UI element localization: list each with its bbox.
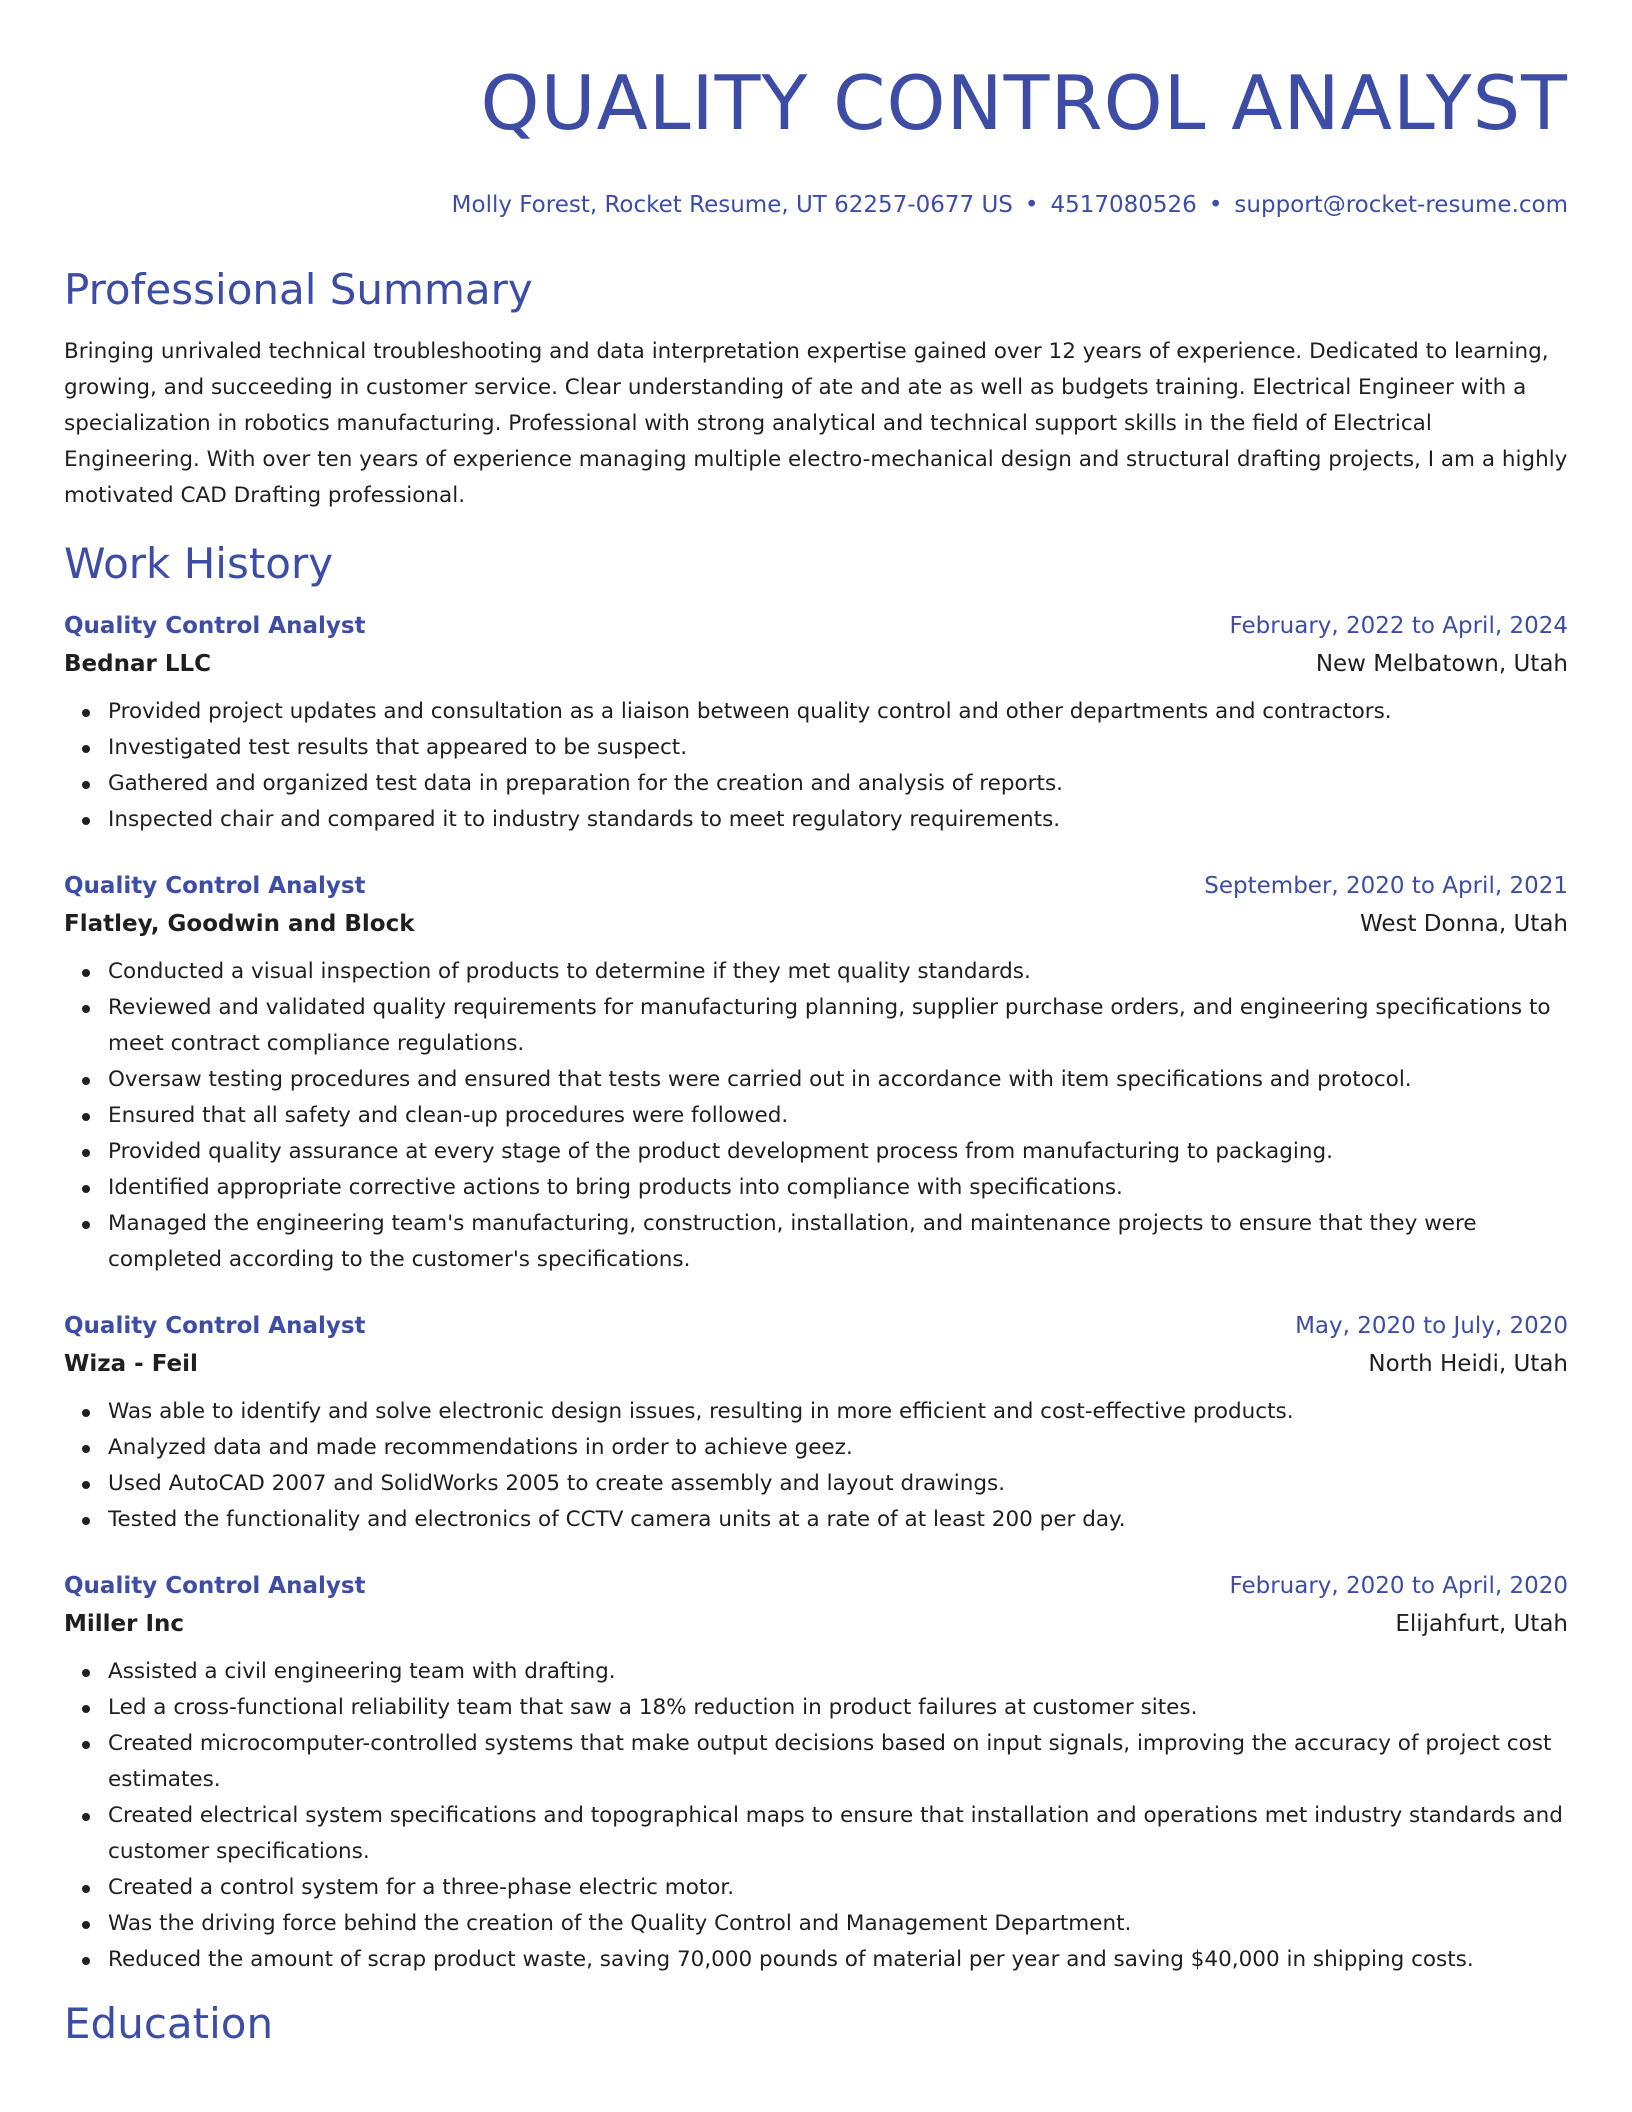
job-bullet: Reduced the amount of scrap product waste, saving 70,000 pounds of material per year and saving $40,000 in shipping costs. (108, 1942, 1568, 1978)
job-bullets (64, 954, 1568, 1278)
job-bullet: Was able to identify and solve electronic design issues, resulting in more efficient and cost-effective products. (108, 1394, 1568, 1430)
job-dates: September, 2020 to April, 2021 (1204, 873, 1568, 899)
job-bullets (64, 694, 1568, 838)
job-bullets (64, 1394, 1568, 1538)
summary-text: Bringing unrivaled technical troubleshooting and data interpretation expertise gained over 12 years of experience. Dedicated to learning, growing, and succeeding in customer service. Clear understanding of ate and ate as well as budgets training. Electrical Engineer with a specialization in robotics manufacturing. Professional with strong analytical and technical support skills in the field of Electrical Engineering. With over ten years of experience managing multiple electro-mechanical design and structural drafting projects, I am a highly motivated CAD Drafting professional. (64, 339, 1568, 508)
job-dates: May, 2020 to July, 2020 (1295, 1313, 1568, 1339)
contact-email[interactable]: support@rocket-resume.com (1234, 192, 1568, 218)
job-bullet: Assisted a civil engineering team with drafting. (108, 1654, 1568, 1690)
summary-heading: Professional Summary (64, 265, 533, 314)
contact-address: Molly Forest, Rocket Resume, UT 62257-0677 US (451, 192, 1013, 218)
job-bullet: Provided project updates and consultation as a liaison between quality control and other departments and contractors. (108, 694, 1568, 730)
job-entry (64, 1308, 1568, 1538)
job-bullet: Reviewed and validated quality requirements for manufacturing planning, supplier purchase orders, and engineering specifications to meet contract compliance regulations. (108, 990, 1568, 1062)
resume-title: QUALITY CONTROL ANALYST (480, 59, 1568, 147)
job-bullet: Created electrical system specifications and topographical maps to ensure that installation and operations met industry standards and customer specifications. (108, 1798, 1568, 1870)
job-company: Wiza - Feil (64, 1351, 198, 1377)
job-bullet: Created a control system for a three-phase electric motor. (108, 1870, 1568, 1906)
job-company: Flatley, Goodwin and Block (64, 911, 415, 937)
job-bullet: Identified appropriate corrective actions to bring products into compliance with specifications. (108, 1170, 1568, 1206)
education-heading: Education (64, 1999, 274, 2048)
job-bullet: Inspected chair and compared it to industry standards to meet regulatory requirements. (108, 802, 1568, 838)
job-bullet: Led a cross-functional reliability team that saw a 18% reduction in product failures at customer sites. (108, 1690, 1568, 1726)
job-location: New Melbatown, Utah (1315, 651, 1568, 677)
job-dates: February, 2022 to April, 2024 (1229, 613, 1568, 639)
contact-phone: 4517080526 (1050, 192, 1197, 218)
job-location: West Donna, Utah (1359, 911, 1568, 937)
resume-page (64, 0, 1568, 2050)
job-bullet: Oversaw testing procedures and ensured that tests were carried out in accordance with item specifications and protocol. (108, 1062, 1568, 1098)
job-bullet: Managed the engineering team's manufacturing, construction, installation, and maintenance projects to ensure that they were completed according to the customer's specifications. (108, 1206, 1568, 1278)
job-bullet: Provided quality assurance at every stage of the product development process from manufacturing to packaging. (108, 1134, 1568, 1170)
job-entry (64, 608, 1568, 838)
job-dates: February, 2020 to April, 2020 (1229, 1573, 1568, 1599)
job-location: North Heidi, Utah (1368, 1351, 1568, 1377)
job-bullet: Ensured that all safety and clean-up procedures were followed. (108, 1098, 1568, 1134)
job-bullet: Created microcomputer-controlled systems that make output decisions based on input signals, improving the accuracy of project cost estimates. (108, 1726, 1568, 1798)
job-bullet: Gathered and organized test data in preparation for the creation and analysis of reports. (108, 766, 1568, 802)
job-bullet: Analyzed data and made recommendations in order to achieve geez. (108, 1430, 1568, 1466)
contact-line (64, 190, 1568, 220)
job-bullet: Used AutoCAD 2007 and SolidWorks 2005 to create assembly and layout drawings. (108, 1466, 1568, 1502)
job-location: Elijahfurt, Utah (1395, 1611, 1568, 1637)
job-entry (64, 1568, 1568, 1978)
job-bullet: Investigated test results that appeared to be suspect. (108, 730, 1568, 766)
job-title: Quality Control Analyst (64, 1573, 366, 1599)
job-title: Quality Control Analyst (64, 613, 366, 639)
contact-separator: • (1024, 192, 1039, 218)
job-title: Quality Control Analyst (64, 1313, 366, 1339)
job-company: Bednar LLC (64, 651, 212, 677)
job-bullet: Conducted a visual inspection of products to determine if they met quality standards. (108, 954, 1568, 990)
contact-separator: • (1208, 192, 1223, 218)
work-history-heading: Work History (64, 539, 334, 588)
job-bullet: Tested the functionality and electronics of CCTV camera units at a rate of at least 200 per day. (108, 1502, 1568, 1538)
job-entry (64, 868, 1568, 1278)
job-bullet: Was the driving force behind the creation of the Quality Control and Management Department. (108, 1906, 1568, 1942)
job-company: Miller Inc (64, 1611, 185, 1637)
job-title: Quality Control Analyst (64, 873, 366, 899)
job-bullets (64, 1654, 1568, 1978)
